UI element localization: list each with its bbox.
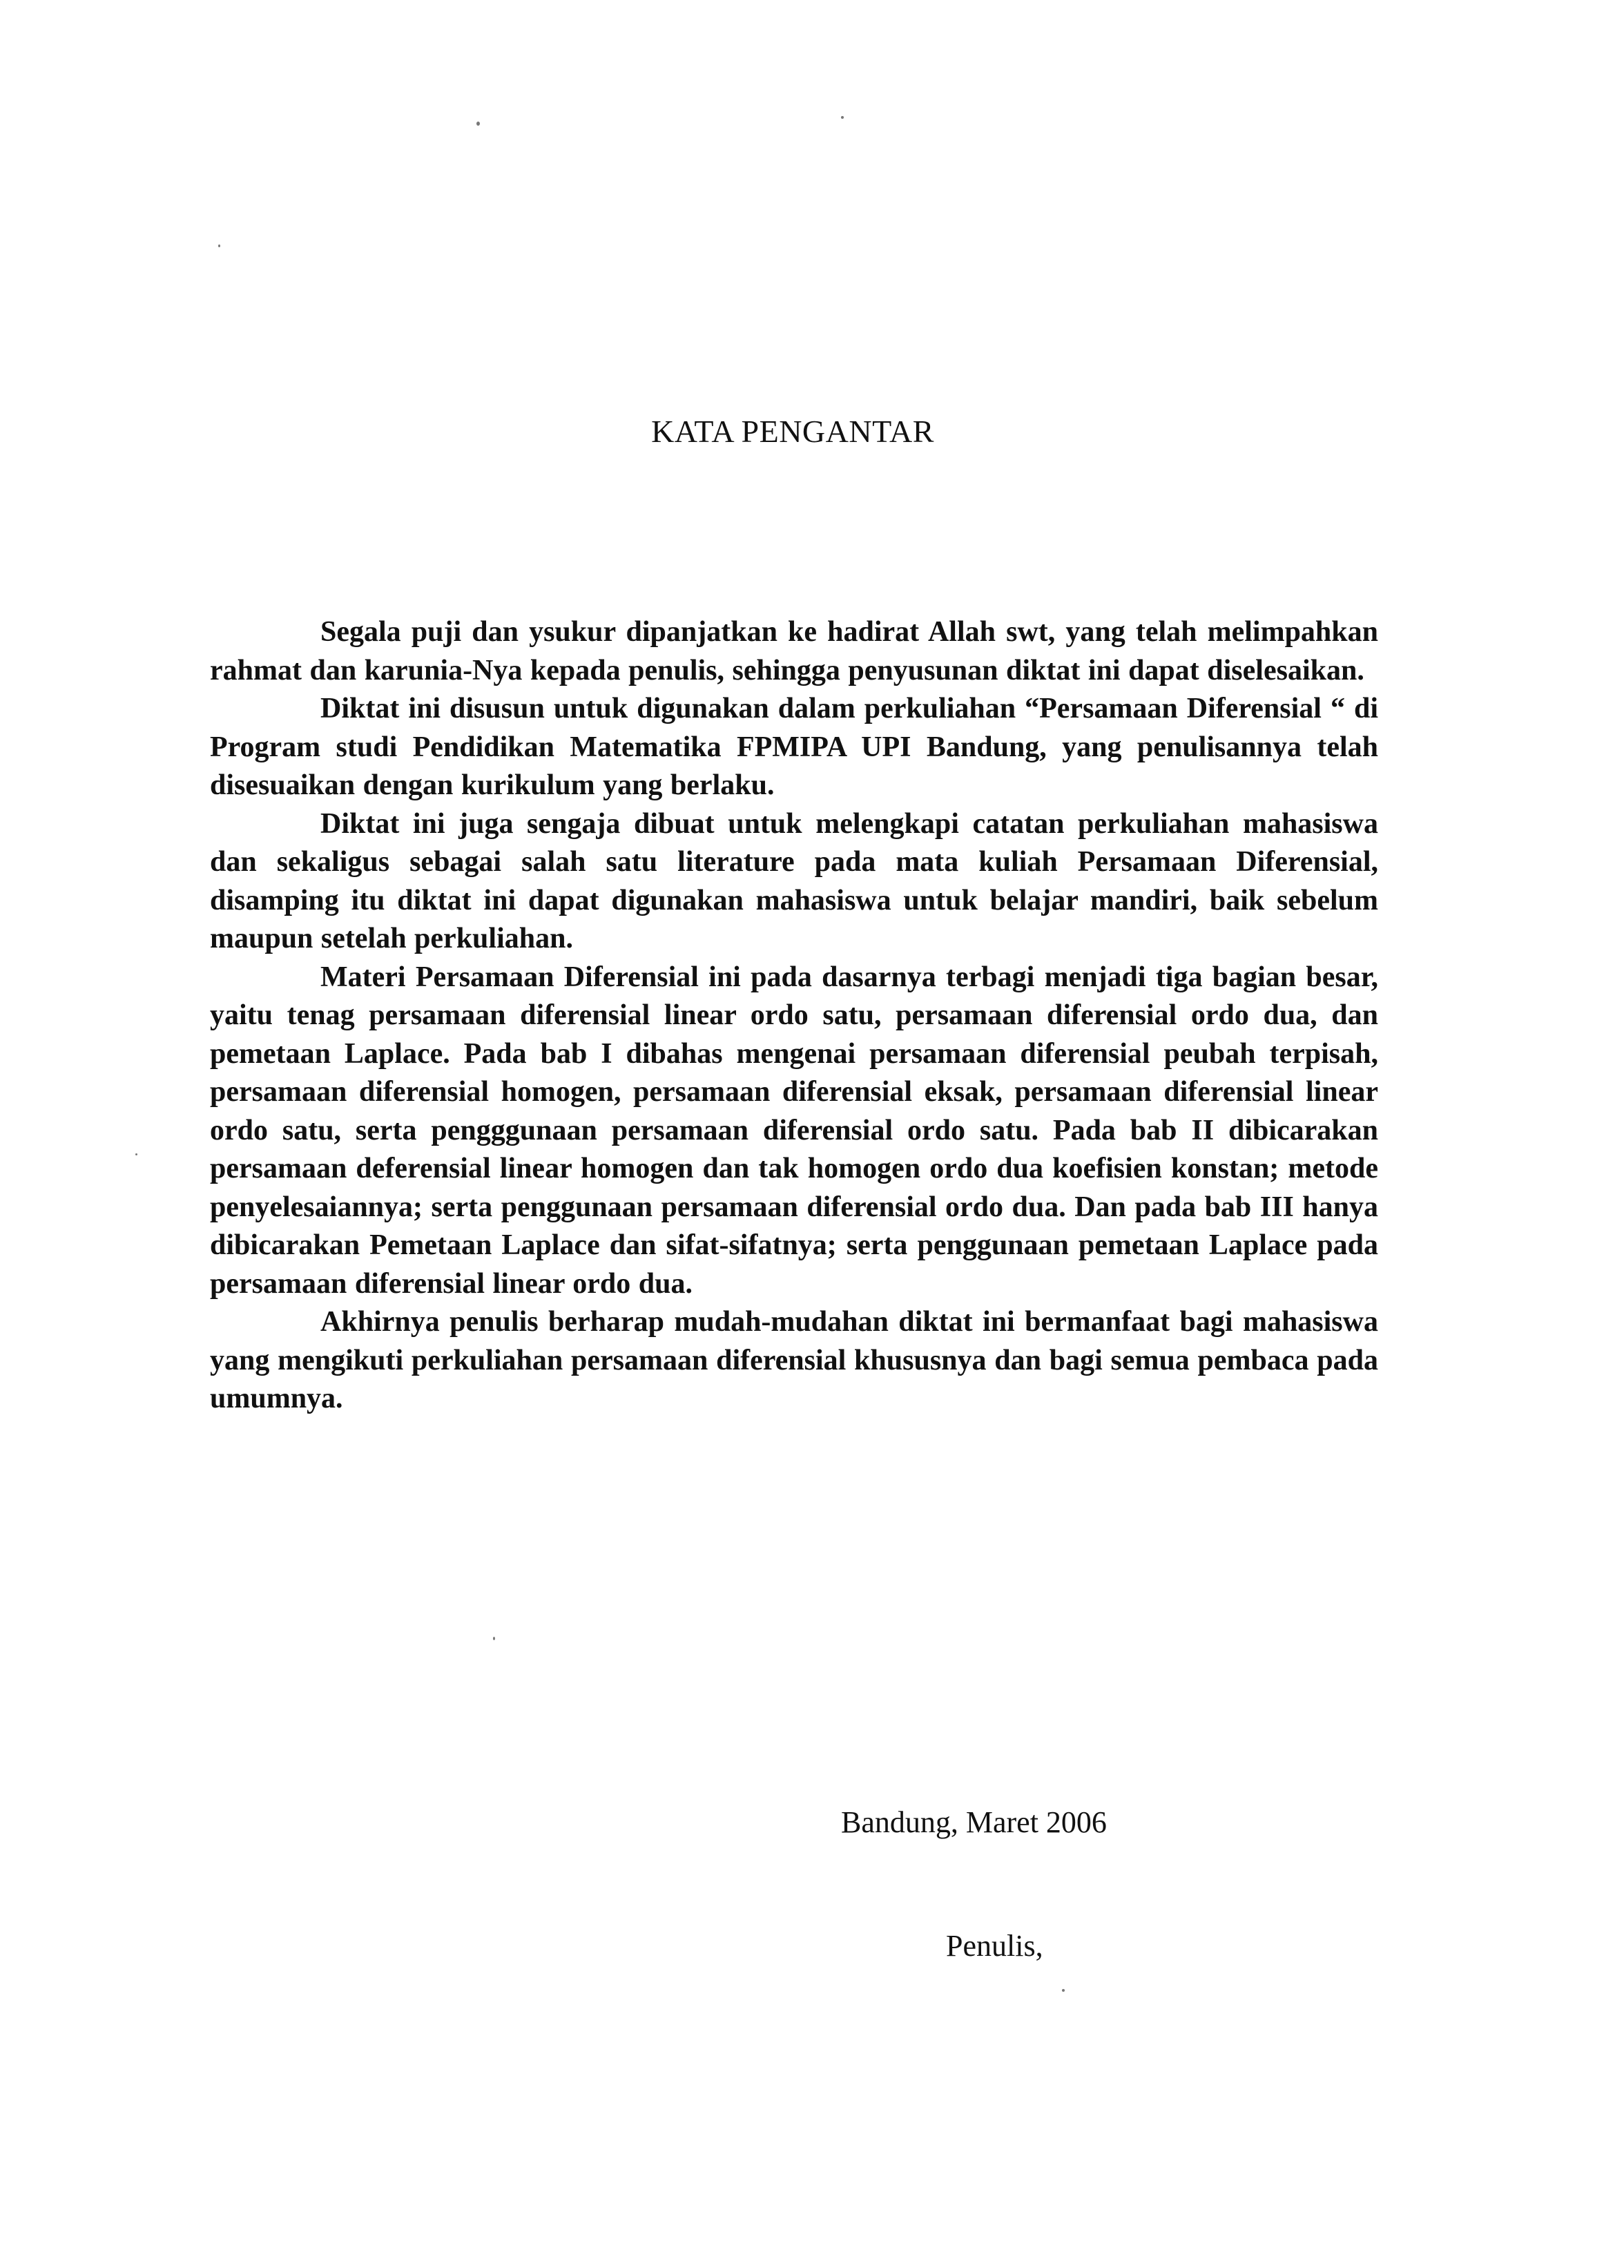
paragraph-4: Materi Persamaan Diferensial ini pada dasarnya terbagi menjadi tiga bagian besar, yaitu tenag persamaan diferensial linear ordo satu, persamaan diferensial ordo dua, dan pemetaan Laplace. Pada bab I dibahas mengenai persamaan diferensial peubah terpisah, persamaan diferensial homogen, persamaan diferensial eksak, persamaan diferensial linear ordo satu, serta pengggunaan persamaan diferensial ordo satu. Pada bab II dibicarakan persamaan deferensial linear homogen dan tak homogen ordo dua koefisien konstan; metode penyelesaiannya; serta penggunaan persamaan diferensial ordo dua. Dan pada bab III hanya dibicarakan Pemetaan Laplace dan sifat-sifatnya; serta penggunaan pemetaan Laplace pada persamaan diferensial linear ordo dua.	[210, 961, 1378, 1300]
paragraph-1: Segala puji dan ysukur dipanjatkan ke hadirat Allah swt, yang telah melimpahkan rahmat dan karunia-Nya kepada penulis, sehingga penyusunan diktat ini dapat diselesaikan.	[210, 616, 1378, 686]
signature-label: Penulis,	[946, 1929, 1043, 1963]
page-title: KATA PENGANTAR	[651, 414, 934, 449]
paragraph-5: Akhirnya penulis berharap mudah-mudahan diktat ini bermanfaat bagi mahasiswa yang mengikuti perkuliahan persamaan diferensial khususnya dan bagi semua pembaca pada umumnya.	[210, 1306, 1378, 1414]
paragraph-2: Diktat ini disusun untuk digunakan dalam perkuliahan “Persamaan Diferensial “ di Program studi Pendidikan Matematika FPMIPA UPI Bandung, yang penulisannya telah disesuaikan dengan kurikulum yang berlaku.	[210, 693, 1378, 801]
scan-speck	[841, 116, 844, 119]
scan-speck	[1062, 1989, 1065, 1992]
scan-speck	[476, 122, 480, 126]
body-text	[210, 613, 1378, 1419]
scan-speck	[493, 1637, 495, 1640]
paragraph-3: Diktat ini juga sengaja dibuat untuk melengkapi catatan perkuliahan mahasiswa dan sekaligus sebagai salah satu literature pada mata kuliah Persamaan Diferensial, disamping itu diktat ini dapat digunakan mahasiswa untuk belajar mandiri, baik sebelum maupun setelah perkuliahan.	[210, 807, 1378, 954]
scan-speck	[218, 244, 220, 247]
scan-speck	[135, 1153, 137, 1155]
place-date: Bandung, Maret 2006	[841, 1805, 1107, 1839]
